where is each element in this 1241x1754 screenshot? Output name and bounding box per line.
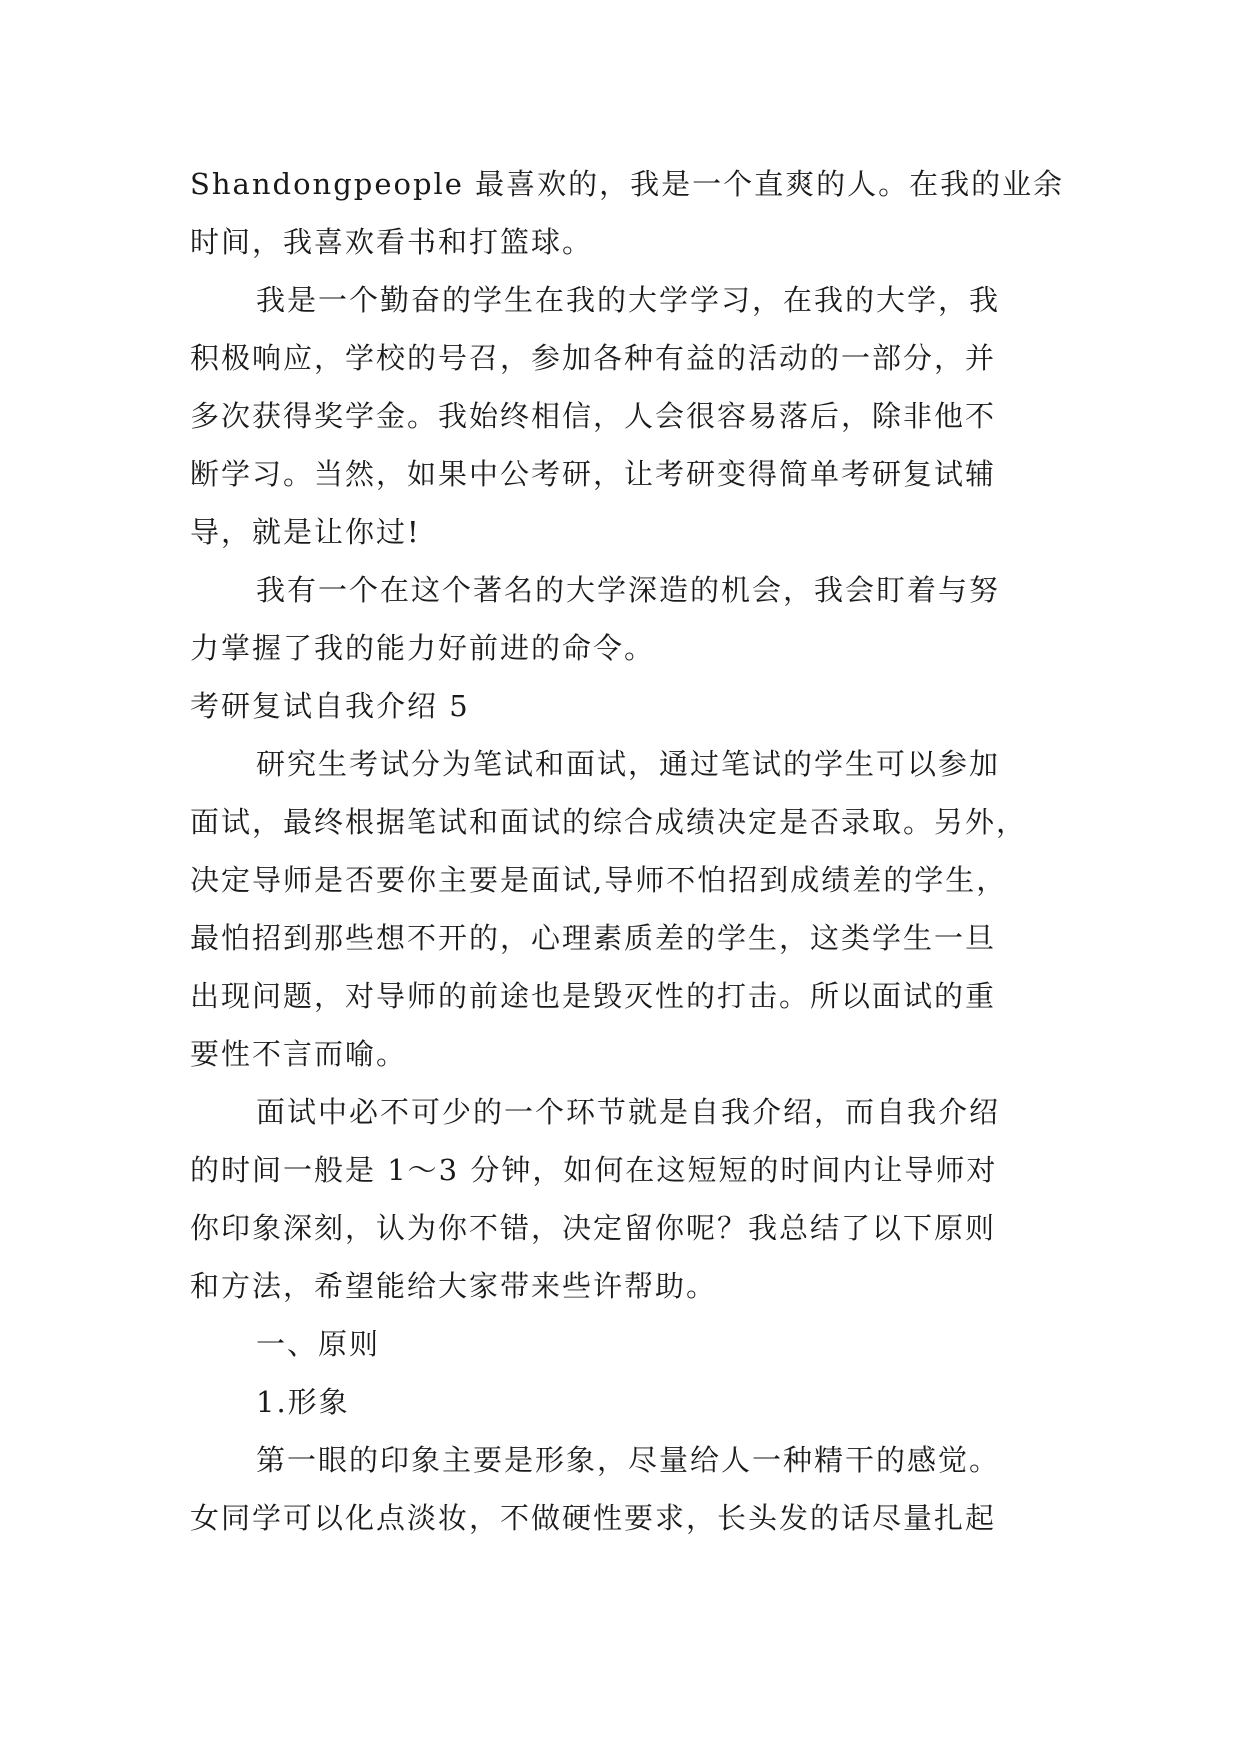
text-line: 的时间一般是 1～3 分钟，如何在这短短的时间内让导师对 — [190, 1153, 998, 1187]
text-line: 出现问题，对导师的前途也是毁灭性的打击。所以面试的重 — [190, 979, 997, 1013]
text-line: 断学习。当然，如果中公考研，让考研变得简单考研复试辅 — [190, 457, 997, 491]
text-line: 和方法，希望能给大家带来些许帮助。 — [190, 1269, 718, 1303]
subheading: 1.形象 — [256, 1385, 350, 1419]
text-line: 多次获得奖学金。我始终相信，人会很容易落后，除非他不 — [190, 399, 997, 433]
paragraph-first-line: 研究生考试分为笔试和面试，通过笔试的学生可以参加 — [256, 747, 1001, 781]
subheading: 一、原则 — [256, 1327, 381, 1361]
text-line: 要性不言而喻。 — [190, 1037, 408, 1071]
text-line: 面试，最终根据笔试和面试的综合成绩决定是否录取。另外， — [190, 805, 1028, 839]
paragraph-first-line: 我是一个勤奋的学生在我的大学学习，在我的大学，我 — [256, 283, 1001, 317]
text-line: 最怕招到那些想不开的，心理素质差的学生，这类学生一旦 — [190, 921, 997, 955]
section-heading: 考研复试自我介绍 5 — [190, 689, 470, 723]
paragraph-first-line: 面试中必不可少的一个环节就是自我介绍，而自我介绍 — [256, 1095, 1001, 1129]
text-line: 时间，我喜欢看书和打篮球。 — [190, 225, 594, 259]
text-line: 你印象深刻，认为你不错，决定留你呢？我总结了以下原则 — [190, 1211, 997, 1245]
text-line: 力掌握了我的能力好前进的命令。 — [190, 631, 656, 665]
text-line: Shandongpeople 最喜欢的，我是一个直爽的人。在我的业余 — [190, 167, 1065, 201]
text-line: 女同学可以化点淡妆，不做硬性要求，长头发的话尽量扎起 — [190, 1501, 997, 1535]
text-line: 决定导师是否要你主要是面试,导师不怕招到成绩差的学生， — [190, 863, 1008, 897]
paragraph-first-line: 第一眼的印象主要是形象，尽量给人一种精干的感觉。 — [256, 1443, 1001, 1477]
text-line: 积极响应，学校的号召，参加各种有益的活动的一部分，并 — [190, 341, 997, 375]
paragraph-first-line: 我有一个在这个著名的大学深造的机会，我会盯着与努 — [256, 573, 1001, 607]
text-line: 导，就是让你过! — [190, 515, 421, 549]
